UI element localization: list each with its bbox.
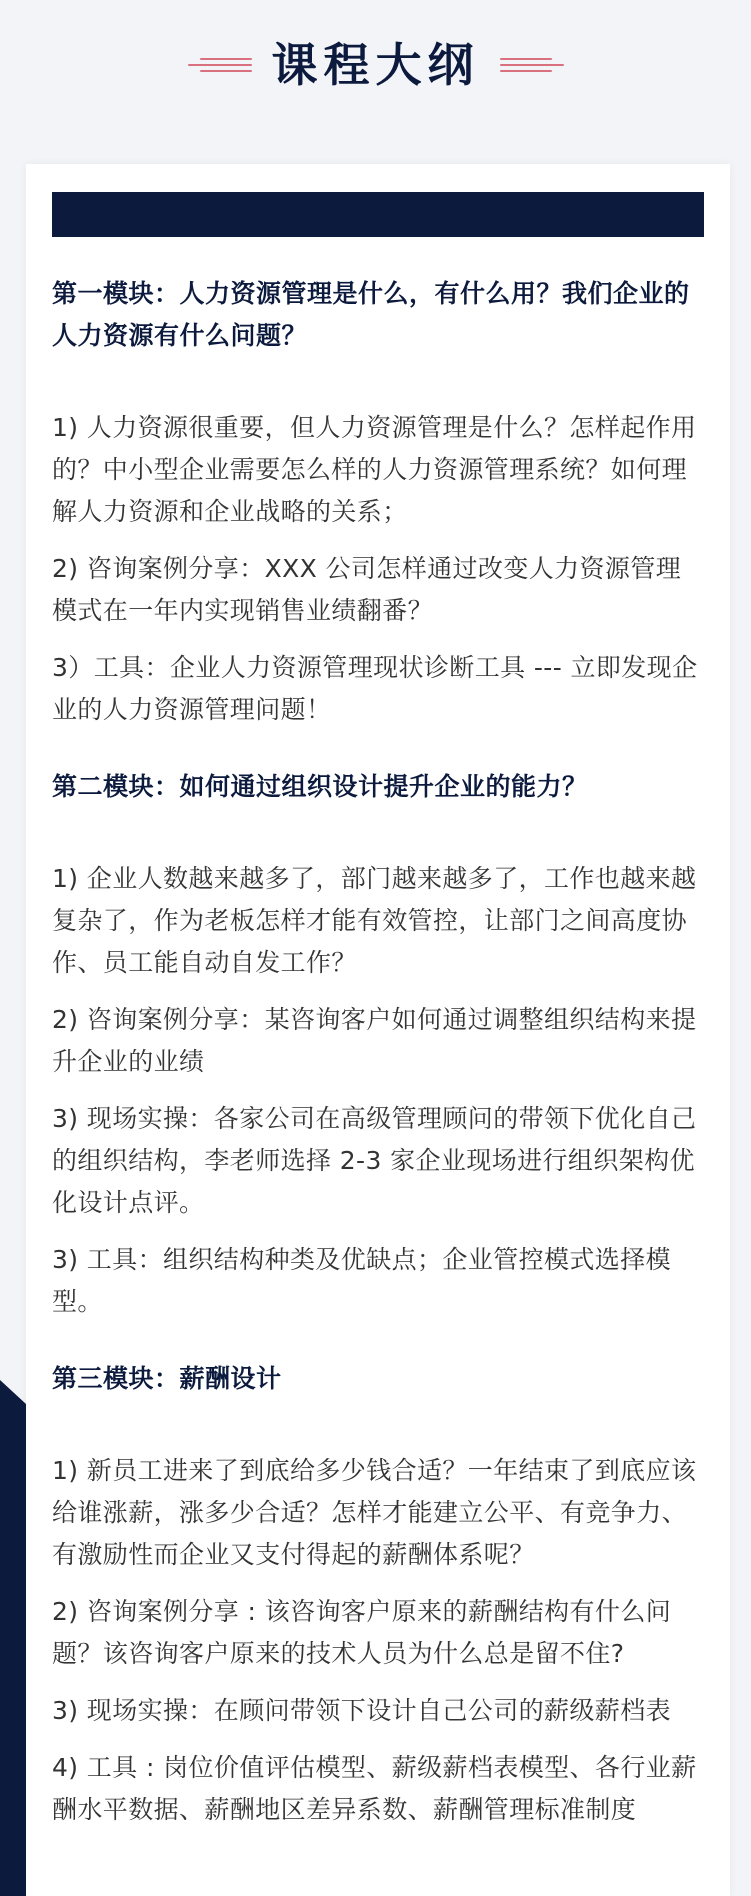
module-item: 3) 现场实操：在顾问带领下设计自己公司的薪级薪档表 — [52, 1696, 672, 1725]
syllabus-card — [26, 164, 730, 1896]
module-item: 2) 咨询案例分享 : 该咨询客户原来的薪酬结构有什么问题？该咨询客户原来的技术人员为什么总是留不住? — [52, 1597, 672, 1668]
module-item: 1) 企业人数越来越多了，部门越来越多了，工作也越来越复杂了，作为老板怎样才能有效管控，让部门之间高度协作、员工能自动自发工作？ — [52, 864, 697, 977]
module-item: 3）工具：企业人力资源管理现状诊断工具 --- 立即发现企业的人力资源管理问题！ — [52, 653, 698, 724]
module-item: 1) 新员工进来了到底给多少钱合适？一年结束了到底应该给谁涨薪，涨多少合适？怎样才能建立公平、有竞争力、有激励性而企业又支付得起的薪酬体系呢？ — [52, 1456, 697, 1569]
syllabus-content — [52, 273, 704, 1846]
module-item: 2) 咨询案例分享：某咨询客户如何通过调整组织结构来提升企业的业绩 — [52, 1005, 697, 1076]
left-decoration-wedge — [0, 1380, 26, 1404]
module-item: 3) 工具：组织结构种类及优缺点；企业管控模式选择模型。 — [52, 1245, 672, 1316]
module-title: 第三模块：薪酬设计 — [52, 1364, 282, 1393]
page-title: 课程大纲 — [271, 38, 480, 92]
module-title: 第二模块：如何通过组织设计提升企业的能力？ — [52, 772, 588, 801]
card-header-bar — [52, 192, 704, 237]
title-decoration-right — [500, 56, 564, 74]
module-2 — [52, 766, 704, 1323]
module-item: 1) 人力资源很重要，但人力资源管理是什么？怎样起作用的？中小型企业需要怎么样的人力资源管理系统？如何理解人力资源和企业战略的关系； — [52, 413, 697, 526]
title-decoration-left — [188, 56, 252, 74]
page-header — [0, 30, 751, 100]
left-decoration-band — [0, 1404, 26, 1896]
module-1 — [52, 273, 704, 731]
module-title: 第一模块：人力资源管理是什么，有什么用？我们企业的人力资源有什么问题？ — [52, 279, 690, 350]
module-item: 2) 咨询案例分享：XXX 公司怎样通过改变人力资源管理模式在一年内实现销售业绩翻番？ — [52, 554, 682, 625]
module-item: 4) 工具 : 岗位价值评估模型、薪级薪档表模型、各行业薪酬水平数据、薪酬地区差异系数、薪酬管理标准制度 — [52, 1753, 697, 1824]
module-item: 3) 现场实操：各家公司在高级管理顾问的带领下优化自己的组织结构，李老师选择 2-3 家企业现场进行组织架构优化设计点评。 — [52, 1104, 697, 1217]
module-3 — [52, 1358, 704, 1831]
